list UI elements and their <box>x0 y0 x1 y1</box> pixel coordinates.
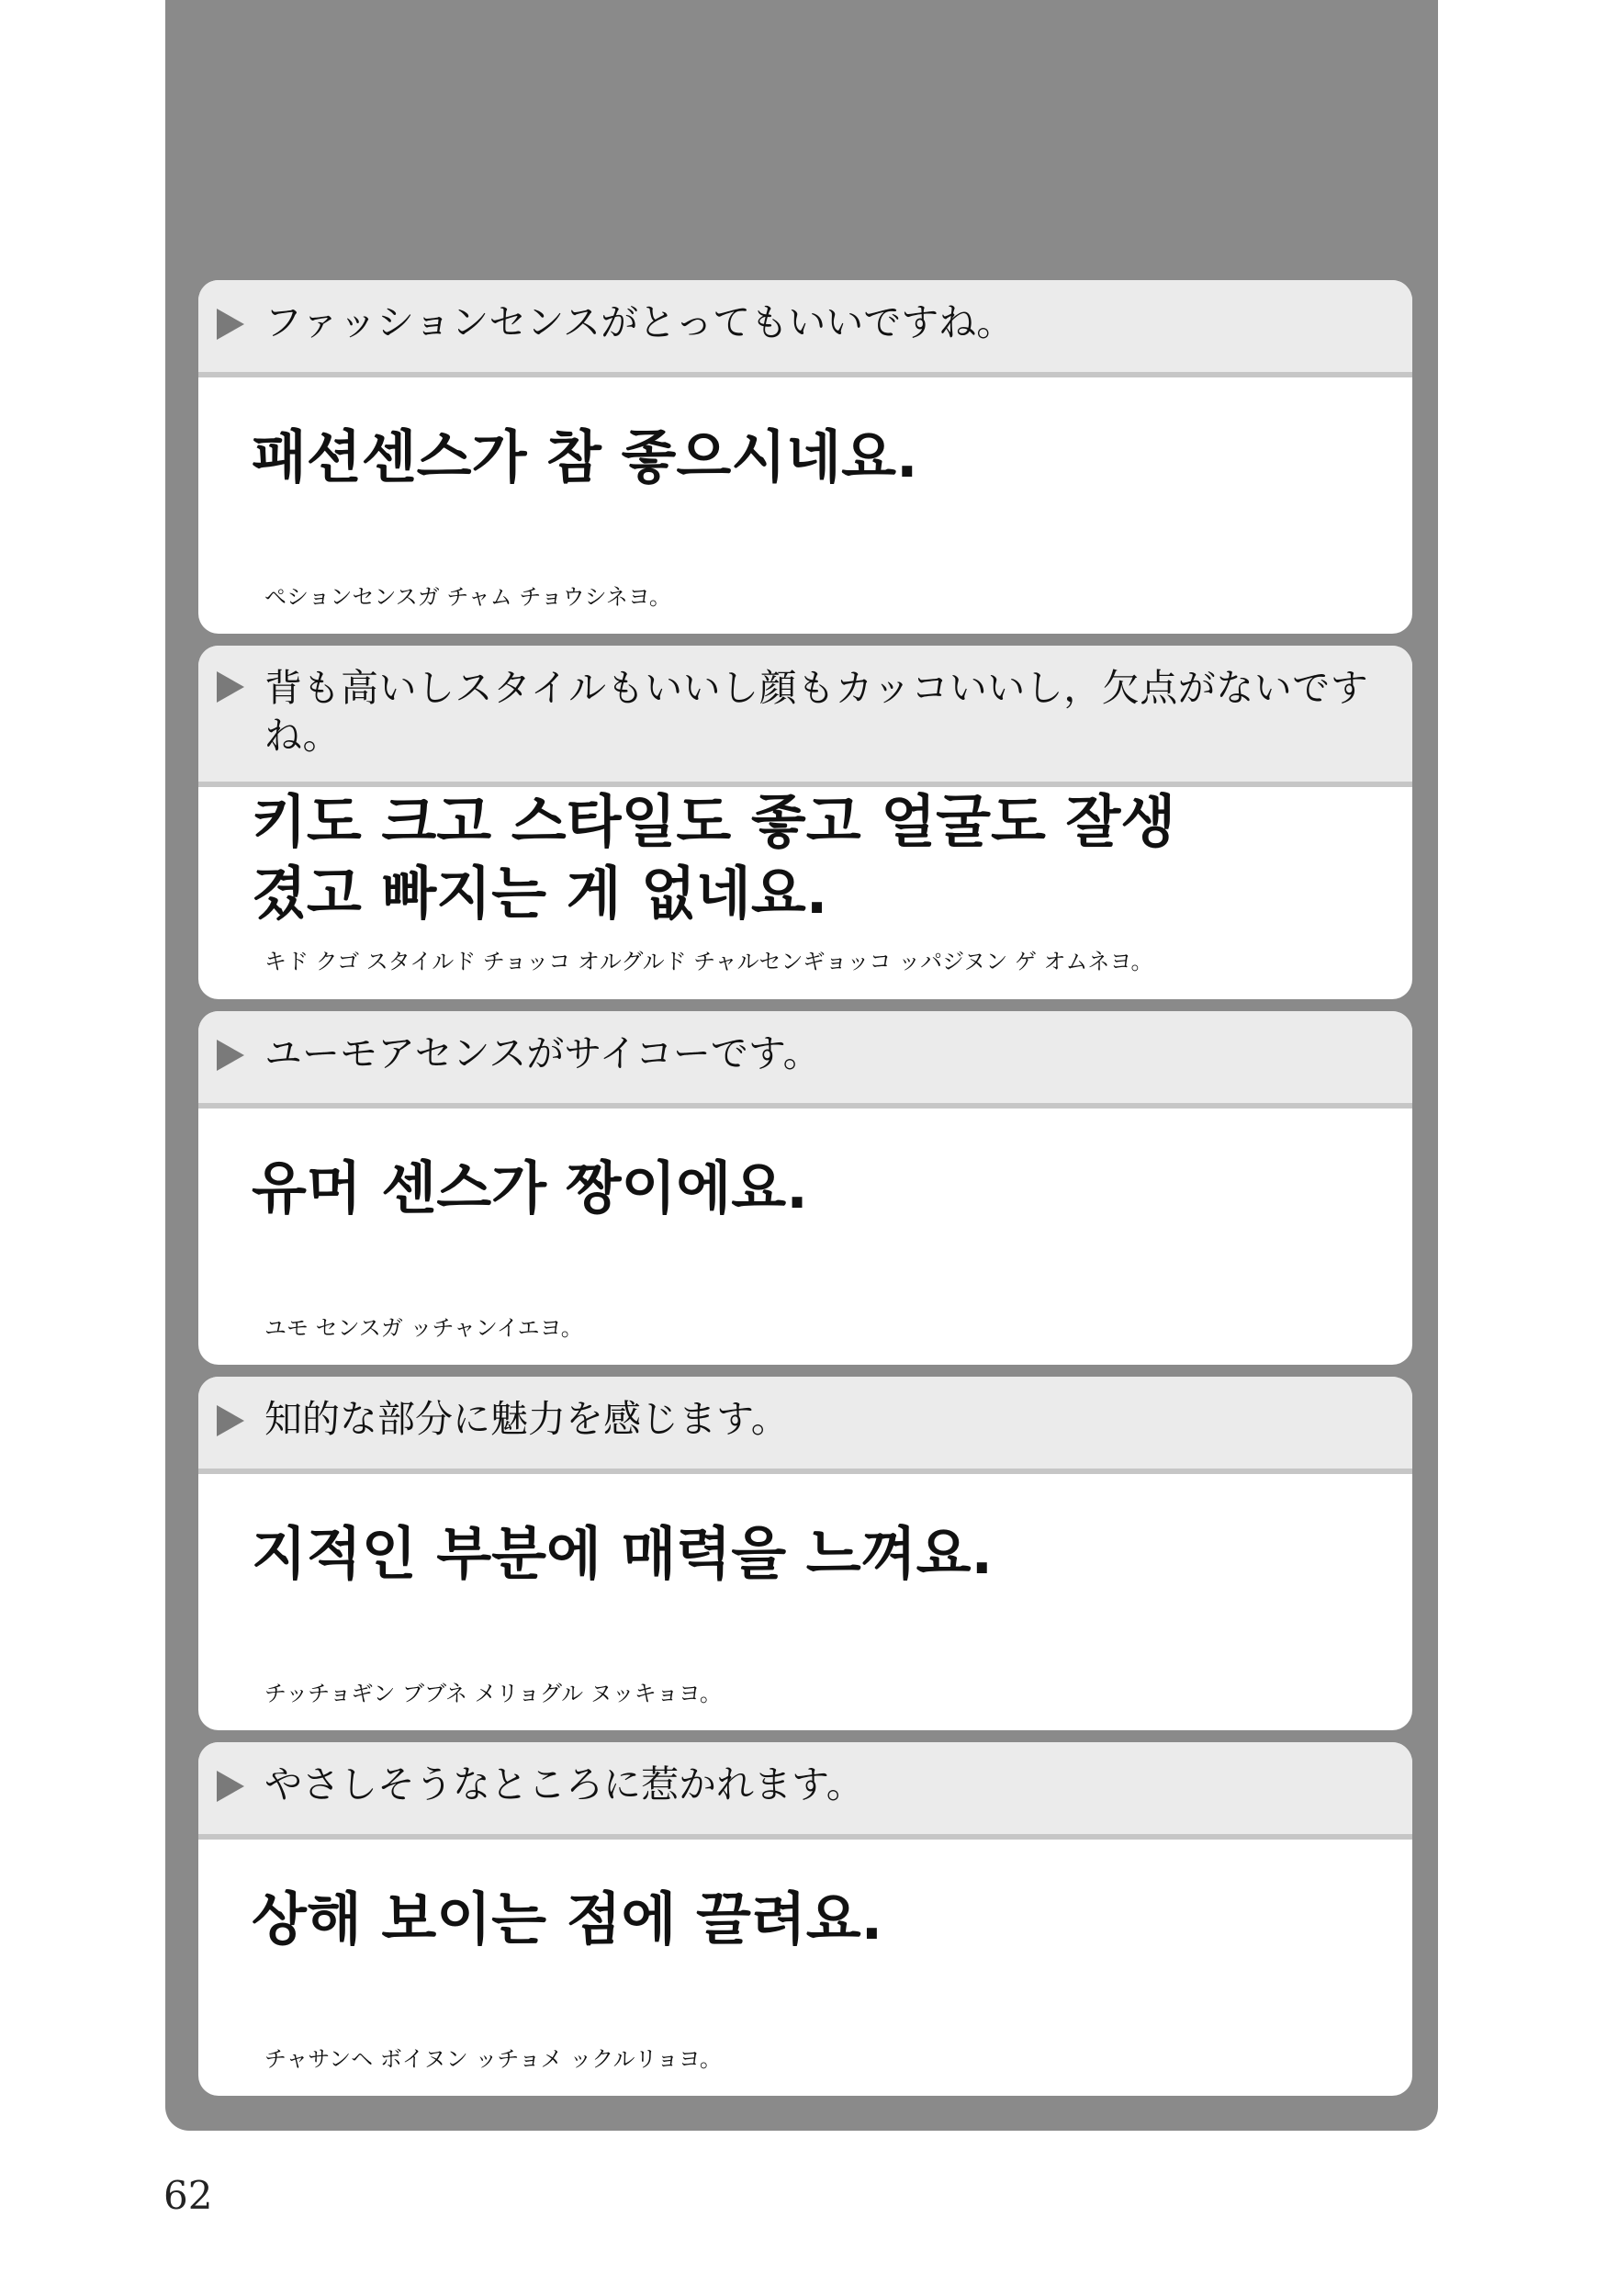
japanese-phrase: 背も高いしスタイルもいいし顔もカッコいいし，欠点がないですね。 <box>264 666 1369 758</box>
play-triangle-icon <box>217 1405 244 1436</box>
japanese-header <box>198 1011 1412 1109</box>
japanese-phrase: やさしそうなところに惹かれます。 <box>264 1762 864 1806</box>
katakana-reading: キド クゴ スタイルド チョッコ オルグルド チャルセンギョッコ ッパジヌン ゲ オムネヨ。 <box>264 949 1153 974</box>
katakana-reading: ユモ センスガ ッチャンイエヨ。 <box>264 1315 583 1341</box>
katakana-reading: チャサンヘ ボイヌン ッチョメ ックルリョヨ。 <box>264 2046 722 2072</box>
phrase-card-4 <box>198 1377 1412 1730</box>
phrase-card-2 <box>198 646 1412 999</box>
japanese-phrase: ファッションセンスがとってもいいですね。 <box>264 300 1015 344</box>
japanese-header <box>198 280 1412 377</box>
japanese-header <box>198 1377 1412 1474</box>
korean-phrase: 패션센스가 참 좋으시네요. <box>252 423 918 490</box>
japanese-header <box>198 1742 1412 1840</box>
korean-phrase: 유머 센스가 짱이에요. <box>252 1154 808 1221</box>
play-triangle-icon <box>217 309 244 340</box>
korean-phrase: 지적인 부분에 매력을 느껴요. <box>252 1520 994 1587</box>
japanese-phrase: ユーモアセンスがサイコーです。 <box>264 1031 821 1075</box>
play-triangle-icon <box>217 671 244 703</box>
japanese-phrase: 知的な部分に魅力を感じます。 <box>264 1397 789 1441</box>
korean-phrase: 상해 보이는 점에 끌려요. <box>252 1885 883 1953</box>
phrase-card-1 <box>198 280 1412 634</box>
phrase-card-5 <box>198 1742 1412 2096</box>
katakana-reading: チッチョギン ブブネ メリョグル ヌッキョヨ。 <box>264 1681 722 1706</box>
japanese-header <box>198 646 1412 787</box>
page-number: 62 <box>163 2173 213 2218</box>
play-triangle-icon <box>217 1040 244 1071</box>
korean-phrase: 키도 크고 스타일도 좋고 얼굴도 잘생겼고 빠지는 게 없네요. <box>252 788 1176 927</box>
play-triangle-icon <box>217 1771 244 1802</box>
phrase-card-3 <box>198 1011 1412 1365</box>
katakana-reading: ペションセンスガ チャム チョウシネヨ。 <box>264 584 671 610</box>
